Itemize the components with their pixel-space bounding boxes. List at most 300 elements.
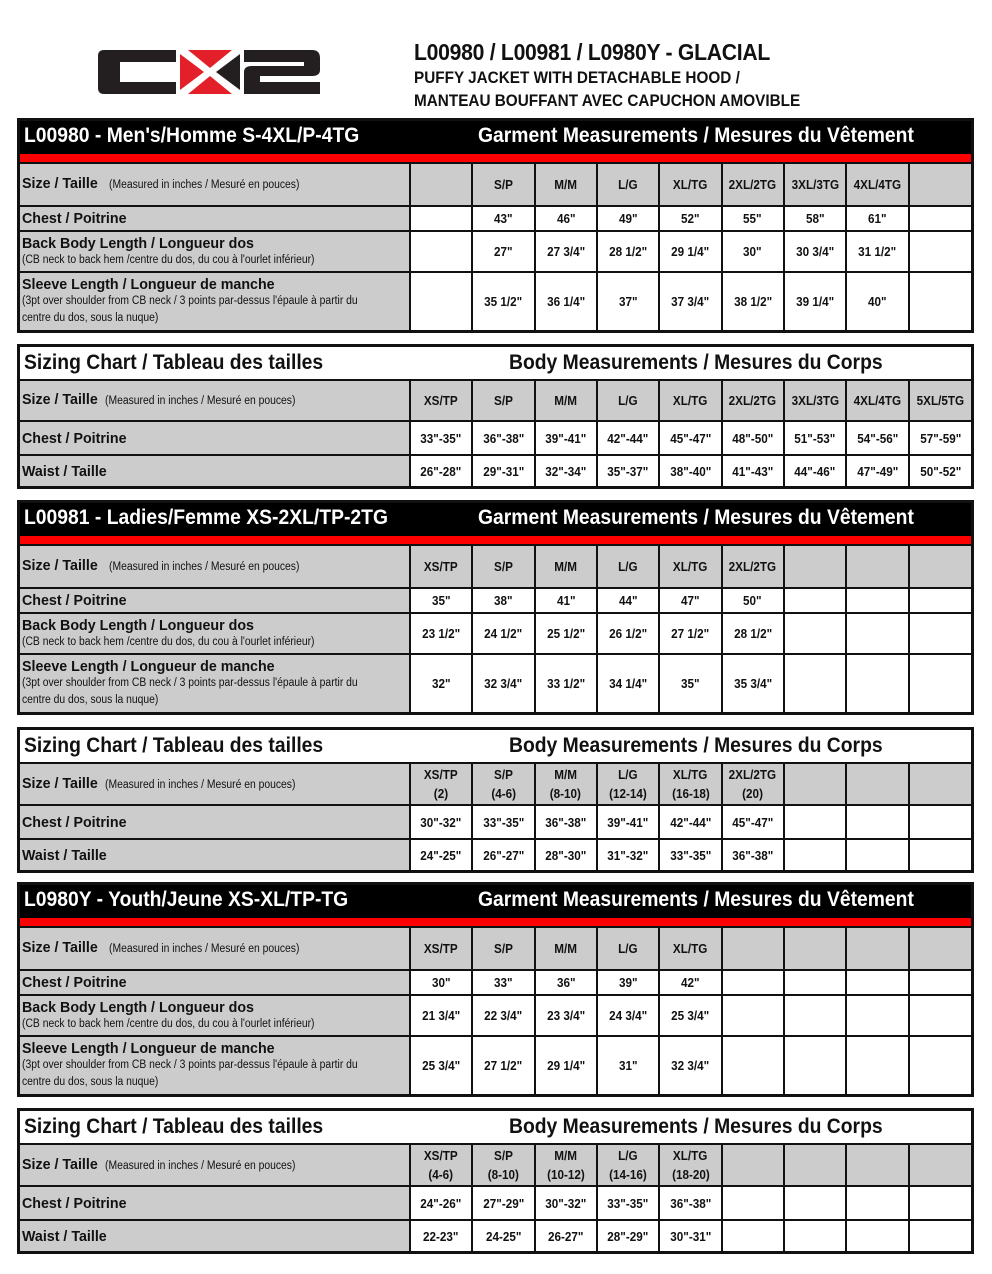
size-label: M/M [554,941,578,956]
body-measurements-title: Body Measurements / Mesures du Corps [509,351,883,374]
size-label: XL/TG [673,1148,708,1163]
value-cell [659,1186,721,1220]
value-cell [909,455,971,486]
sleeve-value: 34 1/4" [609,676,648,691]
size-header-cell [472,928,534,970]
row-label-chest [20,421,410,455]
row-label-chest [20,588,410,613]
size-header-cell [784,546,846,588]
back-value: 22 3/4" [484,1008,523,1023]
waist-value: 30"-31" [669,1228,711,1244]
table-row-sleeve [20,272,971,330]
value-cell [410,805,472,839]
size-label: M/M [554,393,578,408]
sleeve-value: 33 1/2" [546,676,585,691]
value-cell [410,995,472,1036]
size-note: (Measured in inches / Mesuré en pouces) [105,778,296,791]
chest-value: 51"-53" [794,430,836,446]
size-label: XL/TG [673,393,708,408]
back-value: 25 3/4" [671,1008,710,1023]
size-header-cell [410,764,472,805]
size-label: L/G [618,559,638,574]
value-cell [784,1036,846,1094]
size-note: (Measured in inches / Mesuré en pouces) [109,561,300,573]
size-label: 2XL/2TG [729,393,777,408]
size-label: S/P [494,393,513,408]
chest-value: 43" [494,211,513,226]
back-value: 24 1/2" [484,626,523,641]
chest-value: 33"-35" [420,430,462,446]
value-cell [722,839,784,870]
size-header-cell [535,164,597,206]
value-cell [472,455,534,486]
size-label: XL/TG [673,767,708,782]
value-cell [909,206,971,231]
value-cell [846,272,908,330]
chest-value: 30"-32" [545,1195,587,1211]
size-header-cell [909,1145,971,1186]
value-cell [535,970,597,995]
back-value: 30 3/4" [796,244,835,259]
size-header-cell [472,381,534,421]
ladies-body-table [20,764,971,870]
value-cell [846,1186,908,1220]
row-label-sleeve [20,654,410,712]
value-cell [846,995,908,1036]
value-cell [597,588,659,613]
chest-value: 45"-47" [669,430,711,446]
value-cell [410,839,472,870]
row-label-chest [20,206,410,231]
chest-value: 33" [494,975,513,990]
value-cell [535,839,597,870]
back-value: 23 3/4" [546,1008,585,1023]
value-cell [909,272,971,330]
size-header-cell [597,164,659,206]
sleeve-length-label: Sleeve Length / Longueur de manche [22,1040,275,1057]
size-header-cell [784,928,846,970]
row-label-chest [20,1186,410,1220]
value-cell [784,1186,846,1220]
size-numeric-label: (8-10) [487,1167,520,1182]
size-label: L/G [618,1148,638,1163]
sleeve-value: 35" [681,676,700,691]
size-header-cell [846,546,908,588]
value-cell [535,995,597,1036]
value-cell [784,995,846,1036]
value-cell [597,1036,659,1094]
sleeve-value: 37" [618,294,638,309]
back-value: 27 3/4" [546,244,585,259]
size-header-cell [722,381,784,421]
row-label-waist [20,839,410,870]
value-cell [659,206,721,231]
size-numeric-label: (12-14) [609,786,648,801]
size-header-cell [722,928,784,970]
size-header-cell [535,928,597,970]
row-label-sizes [20,164,410,206]
youth-garment-section [17,882,974,1097]
value-cell [535,805,597,839]
row-label-back [20,231,410,272]
chest-value: 33"-35" [607,1195,649,1211]
ladies-garment-section [17,500,974,715]
size-label: 3XL/3TG [791,393,839,408]
waist-value: 50"-52" [919,463,961,479]
sleeve-value: 35 1/2" [484,294,523,309]
value-cell [410,1036,472,1094]
back-value: 31 1/2" [858,244,897,259]
size-label: L/G [618,393,638,408]
table-row-chest [20,588,971,613]
size-label: Size / Taille [22,939,98,956]
value-cell [909,995,971,1036]
value-cell [659,839,721,870]
ladies-garment-header [20,503,971,536]
size-header-cell [535,764,597,805]
size-label: 5XL/5TG [916,393,965,408]
youth-body-header [20,1111,971,1145]
body-measurements-title: Body Measurements / Mesures du Corps [509,1115,883,1138]
chest-value: 49" [618,211,638,226]
size-label: XS/TP [424,1148,459,1163]
value-cell [909,1186,971,1220]
value-cell [410,455,472,486]
size-header-cell [472,546,534,588]
value-cell [846,421,908,455]
size-note: (Measured in inches / Mesuré en pouces) [109,179,300,191]
value-cell [597,1220,659,1251]
size-header-cell [846,928,908,970]
value-cell [472,1186,534,1220]
garment-measurements-title: Garment Measurements / Mesures du Vêtement [478,124,914,147]
sleeve-length-note: (3pt over shoulder from CB neck / 3 points par-dessus l'épaule à partir du [22,1059,358,1071]
table-row-sizes [20,381,971,421]
value-cell [659,231,721,272]
chest-value: 48"-50" [732,430,774,446]
value-cell [722,272,784,330]
row-label-sizes [20,1145,410,1186]
value-cell [722,1220,784,1251]
table-row-chest [20,1186,971,1220]
sleeve-value: 35 3/4" [733,676,772,691]
title-block [414,38,843,112]
value-cell [410,588,472,613]
size-label: M/M [554,767,578,782]
back-value: 28 1/2" [733,626,772,641]
value-cell [410,970,472,995]
youth-garment-table [20,928,971,1094]
value-cell [722,206,784,231]
value-cell [535,654,597,712]
table-row-sizes [20,164,971,206]
value-cell [846,206,908,231]
waist-value: 35"-37" [607,463,649,479]
back-value: 25 1/2" [546,626,585,641]
table-row-chest [20,421,971,455]
value-cell [472,970,534,995]
value-cell [784,970,846,995]
ladies-body-section [17,727,974,873]
value-cell [472,1036,534,1094]
row-label-waist [20,455,410,486]
size-header-cell [535,1145,597,1186]
value-cell [472,805,534,839]
back-value: 27 1/2" [671,626,710,641]
value-cell [846,588,908,613]
waist-value: 24"-25" [420,847,462,863]
size-numeric-label: (16-18) [671,786,710,801]
value-cell [846,839,908,870]
size-note: (Measured in inches / Mesuré en pouces) [105,1159,296,1172]
value-cell [846,455,908,486]
chest-value: 38" [494,593,513,608]
sleeve-length-note-cont: centre du dos, sous la nuque) [22,1076,159,1088]
value-cell [472,995,534,1036]
value-cell [597,206,659,231]
size-header-cell [597,546,659,588]
youth-title: L0980Y - Youth/Jeune XS-XL/TP-TG [24,888,349,911]
value-cell [909,970,971,995]
product-title: L00980 / L00981 / L0980Y - GLACIAL [414,39,770,65]
table-row-sizes [20,928,971,970]
chest-value: 47" [681,593,700,608]
value-cell [659,421,721,455]
size-header-cell [909,928,971,970]
value-cell [535,272,597,330]
size-label: XS/TP [424,767,459,782]
table-row-chest [20,970,971,995]
size-label: XS/TP [424,393,459,408]
sleeve-value: 25 3/4" [422,1058,461,1073]
sleeve-value: 38 1/2" [733,294,772,309]
value-cell [846,231,908,272]
back-value: 21 3/4" [422,1008,461,1023]
size-header-cell [472,164,534,206]
value-cell [597,613,659,654]
value-cell [535,421,597,455]
chest-value: 30"-32" [420,814,462,830]
waist-label: Waist / Taille [22,462,107,480]
value-cell [722,805,784,839]
size-header-cell [597,928,659,970]
back-value: 30" [743,244,763,259]
chest-value: 41" [556,593,576,608]
value-cell [410,1220,472,1251]
size-numeric-label: (2) [434,786,449,801]
waist-label: Waist / Taille [22,846,107,864]
row-label-chest [20,805,410,839]
value-cell [410,613,472,654]
size-header-cell [597,764,659,805]
sleeve-value: 32 3/4" [671,1058,710,1073]
size-header-cell [722,1145,784,1186]
chest-value: 39"-41" [607,814,649,830]
waist-value: 22-23" [423,1228,459,1244]
size-header-cell [722,764,784,805]
size-header-cell [597,1145,659,1186]
value-cell [846,654,908,712]
waist-value: 28"-30" [545,847,587,863]
ladies-title: L00981 - Ladies/Femme XS-2XL/TP-2TG [24,506,388,529]
sleeve-value: 39 1/4" [796,294,835,309]
table-row-sizes [20,1145,971,1186]
value-cell [909,231,971,272]
chest-value: 58" [805,211,825,226]
size-numeric-label: (8-10) [550,786,582,801]
row-label-sleeve [20,1036,410,1094]
size-header-cell [410,546,472,588]
size-note: (Measured in inches / Mesuré en pouces) [105,395,296,407]
size-label: Size / Taille [22,391,98,408]
value-cell [535,455,597,486]
table-row-back [20,995,971,1036]
size-numeric-label: (14-16) [609,1167,648,1182]
value-cell [784,231,846,272]
waist-value: 41"-43" [732,463,774,479]
value-cell [659,970,721,995]
row-label-back [20,995,410,1036]
size-label: M/M [554,177,578,192]
size-header-cell [722,164,784,206]
value-cell [597,421,659,455]
value-cell [535,1036,597,1094]
back-length-note: (CB neck to back hem /centre du dos, du cou à l'ourlet inférieur) [22,253,315,266]
value-cell [472,231,534,272]
chest-value: 44" [618,593,638,608]
size-header-cell [846,381,908,421]
sizing-chart-title: Sizing Chart / Tableau des tailles [24,1115,324,1138]
chest-value: 36"-38" [482,430,525,446]
waist-value: 26"-28" [420,463,462,479]
value-cell [472,839,534,870]
size-label: M/M [554,1148,578,1163]
size-header-cell [659,381,721,421]
sleeve-value: 32" [431,676,451,691]
value-cell [909,1036,971,1094]
value-cell [909,839,971,870]
waist-value: 28"-29" [607,1228,649,1244]
size-label: XL/TG [673,559,708,574]
table-row-chest [20,206,971,231]
value-cell [846,805,908,839]
value-cell [784,805,846,839]
chest-value: 50" [743,593,763,608]
size-header-cell [784,764,846,805]
value-cell [784,613,846,654]
size-header-cell [722,546,784,588]
sleeve-value: 40" [868,294,887,309]
size-header-cell [659,546,721,588]
table-row-waist [20,839,971,870]
size-header-cell [909,164,971,206]
value-cell [597,1186,659,1220]
chest-label: Chest / Poitrine [22,429,127,447]
value-cell [722,455,784,486]
value-cell [722,588,784,613]
value-cell [784,588,846,613]
sleeve-length-note: (3pt over shoulder from CB neck / 3 points par-dessus l'épaule à partir du [22,295,358,307]
size-label: 3XL/3TG [791,177,839,192]
value-cell [909,654,971,712]
body-measurements-title: Body Measurements / Mesures du Corps [509,734,883,757]
value-cell [659,272,721,330]
size-header-cell [659,928,721,970]
value-cell [722,995,784,1036]
product-subtitle-en: PUFFY JACKET WITH DETACHABLE HOOD / [414,68,740,87]
size-label: XL/TG [673,941,708,956]
waist-value: 33"-35" [669,847,711,863]
size-numeric-label: (4-6) [491,786,516,801]
value-cell [535,1220,597,1251]
size-label: S/P [494,177,513,192]
cx2-logo-icon [96,48,322,96]
size-header-cell [784,164,846,206]
chest-value: 57"-59" [919,430,961,446]
size-label: XS/TP [424,559,459,574]
value-cell [472,613,534,654]
value-cell [410,421,472,455]
size-header-cell [535,546,597,588]
table-row-sleeve [20,654,971,712]
sizing-chart-title: Sizing Chart / Tableau des tailles [24,734,324,757]
size-label: S/P [494,1148,513,1163]
size-label: XL/TG [673,177,708,192]
chest-value: 54"-56" [856,430,898,446]
table-row-chest [20,805,971,839]
value-cell [784,839,846,870]
product-subtitle-fr: MANTEAU BOUFFANT AVEC CAPUCHON AMOVIBLE [414,91,801,110]
value-cell [597,231,659,272]
mens-body-section [17,344,974,489]
chest-label: Chest / Poitrine [22,974,127,991]
size-label: Size / Taille [22,1155,98,1173]
row-label-sizes [20,928,410,970]
table-row-sizes [20,764,971,805]
ladies-body-header [20,730,971,764]
value-cell [722,421,784,455]
value-cell [846,1036,908,1094]
sleeve-value: 37 3/4" [671,294,710,309]
size-label: 2XL/2TG [729,767,777,782]
value-cell [722,231,784,272]
value-cell [846,1220,908,1251]
value-cell [597,805,659,839]
back-value: 26 1/2" [609,626,648,641]
youth-garment-header [20,885,971,918]
chest-label: Chest / Poitrine [22,210,127,227]
sleeve-length-label: Sleeve Length / Longueur de manche [22,658,275,675]
waist-value: 29"-31" [482,463,525,479]
size-header-cell [535,381,597,421]
size-header-cell [846,1145,908,1186]
size-numeric-label: (18-20) [671,1167,710,1182]
back-length-label: Back Body Length / Longueur dos [22,998,254,1016]
value-cell [659,805,721,839]
value-cell [784,206,846,231]
waist-value: 38"-40" [669,463,711,479]
size-header-cell [659,764,721,805]
sleeve-value: 36 1/4" [546,294,585,309]
back-length-label: Back Body Length / Longueur dos [22,616,254,634]
back-value: 23 1/2" [422,626,461,641]
size-label: Size / Taille [22,175,98,192]
size-label: M/M [554,559,578,574]
value-cell [597,455,659,486]
size-header-cell [909,764,971,805]
value-cell [909,805,971,839]
value-cell [472,421,534,455]
